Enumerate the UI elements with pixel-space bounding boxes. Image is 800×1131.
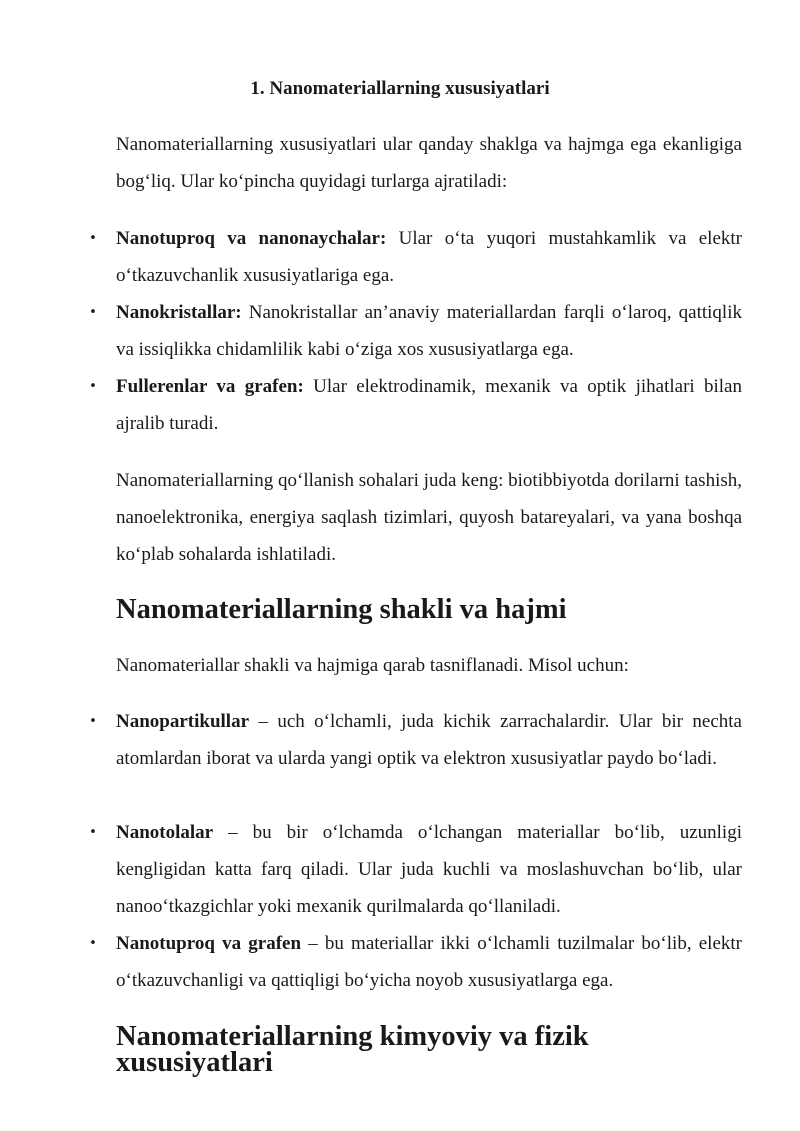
intro-paragraph: Nanomateriallarning xususiyatlari ular qanday shaklga va hajmga ega ekanligiga bog‘liq. Ular ko‘pincha quyidagi turlarga ajratiladi: <box>116 134 742 192</box>
heading-shape: Nanomateriallarning shakli va hajmi <box>116 594 567 625</box>
list-item-term: Fullerenlar va grafen: <box>116 376 304 397</box>
list-item-text: Ular elektrodinamik, mexanik va optik jihatlari bilan ajralib turadi. <box>116 376 742 434</box>
shape-intro-paragraph: Nanomateriallar shakli va hajmiga qarab tasniflanadi. Misol uchun: <box>116 655 629 676</box>
list-item-text: – uch o‘lchamli, juda kichik zarrachalardir. Ular bir nechta atomlardan iborat va ularda yangi optik va elektron xususiyatlar paydo bo‘ladi. <box>116 711 742 769</box>
list-item-term: Nanopartikullar <box>116 711 250 732</box>
bullet-icon: • <box>89 379 97 394</box>
list-item-text: – bu materiallar ikki o‘lchamli tuzilmalar bo‘lib, elektr o‘tkazuvchanligi va qattiqligi bo‘yicha noyob xususiyatlarga ega. <box>116 933 742 991</box>
list-item <box>89 294 742 368</box>
list-item <box>89 925 742 999</box>
applications-paragraph: Nanomateriallarning qo‘llanish sohalari juda keng: biotibbiyotda dorilarni tashish, nanoelektronika, energiya saqlash tizimlari, quyosh batareyalari, va yana boshqa ko‘plab sohalarda ishlatiladi. <box>116 470 742 565</box>
section-title: 1. Nanomateriallarning xususiyatlari <box>250 78 550 99</box>
list-item <box>89 368 742 442</box>
list-item-term: Nanotolalar <box>116 822 214 843</box>
list-item <box>89 220 742 294</box>
list-item <box>89 814 742 925</box>
bullet-icon: • <box>89 825 97 840</box>
list-item-text: Nanokristallar an’anaviy materiallardan farqli o‘laroq, qattiqlik va issiqlikka chidamlilik kabi o‘ziga xos xususiyatlarga ega. <box>116 302 742 360</box>
heading-chem: Nanomateriallarning kimyoviy va fizik xususiyatlari <box>116 1021 589 1078</box>
bullet-icon: • <box>89 714 97 729</box>
list-item-term: Nanotuproq va nanonaychalar: <box>116 228 387 249</box>
bullet-icon: • <box>89 305 97 320</box>
list-item-text: Ular o‘ta yuqori mustahkamlik va elektr o‘tkazuvchanlik xususiyatlariga ega. <box>116 228 742 286</box>
list-item-term: Nanokristallar: <box>116 302 242 323</box>
list-item-text: – bu bir o‘lchamda o‘lchangan materiallar bo‘lib, uzunligi kengligidan katta farq qiladi. Ular juda kuchli va moslashuvchan bo‘lib, ular nanoo‘tkazgichlar yoki mexanik qurilmalarda qo‘llaniladi. <box>116 822 742 917</box>
bullet-icon: • <box>89 936 97 951</box>
bullet-icon: • <box>89 231 97 246</box>
list-item <box>89 703 742 777</box>
list-item-term: Nanotuproq va grafen <box>116 933 302 954</box>
